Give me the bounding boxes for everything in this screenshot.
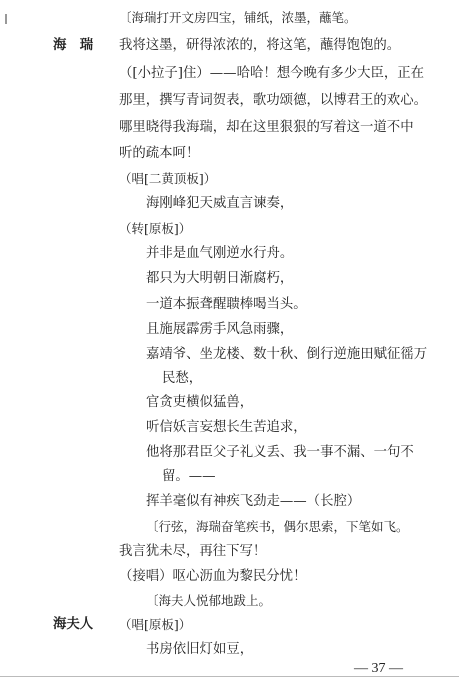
dialogue-line: 我将这墨，研得浓浓的，将这笔，蘸得饱饱的。 xyxy=(119,38,401,53)
lyric-line: 留。—— xyxy=(162,469,216,484)
footer-rule xyxy=(0,676,459,677)
lyric-line: 一道本振聋醒聩棒喝当头。 xyxy=(146,297,307,312)
speaker-madam-hai: 海夫人 xyxy=(53,617,94,632)
lyric-line: 并非是血气刚逆水行舟。 xyxy=(146,246,294,261)
lyric-line: 他将那君臣父子礼义丢、我一事不漏、一句不 xyxy=(146,445,414,460)
lyric-line: 官贪吏横似猛兽， xyxy=(146,395,254,410)
stage-direction: 〔海瑞打开文房四宝，铺纸，浓墨，蘸笔。 xyxy=(119,10,357,25)
aria-cue: （转[原板]） xyxy=(119,221,192,236)
dialogue-line: （接唱）呕心沥血为黎民分忧！ xyxy=(119,569,307,584)
dialogue-line: （[小拉子]住）——哈哈！想今晚有多少大臣，正在 xyxy=(119,66,425,81)
page-number: — 37 — xyxy=(354,661,403,676)
lyric-line: 都只为大明朝日渐腐朽， xyxy=(146,271,294,286)
dialogue-line: 哪里晓得我海瑞，却在这里狠狠的写着这一道不中 xyxy=(119,120,414,135)
lyric-line: 民愁， xyxy=(162,371,203,386)
aria-cue: （唱[二黄顶板]） xyxy=(119,171,217,186)
aria-cue: （唱[原板]） xyxy=(119,617,192,632)
lyric-line: 嘉靖爷、坐龙楼、数十秋、倒行逆施田赋征徭万 xyxy=(146,347,428,362)
lyric-line: 书房依旧灯如豆， xyxy=(146,642,254,657)
stage-direction: 〔行弦，海瑞奋笔疾书，偶尔思索，下笔如飞。 xyxy=(146,519,409,534)
lyric-line: 挥羊毫似有神疾飞劲走——（长腔） xyxy=(146,494,361,509)
lyric-line: 海刚峰犯天威直言谏奏， xyxy=(146,196,294,211)
margin-mark xyxy=(5,14,7,24)
stage-direction: 〔海夫人悦郁地跋上。 xyxy=(146,593,272,608)
dialogue-line: 那里，撰写青词贺表，歌功颂德，以博君王的欢心。 xyxy=(119,93,427,108)
dialogue-line: 我言犹未尽，再往下写！ xyxy=(119,544,267,559)
lyric-line: 听信妖言妄想长生苦追求， xyxy=(146,420,307,435)
speaker-hai-rui: 海 瑞 xyxy=(53,38,94,53)
dialogue-line: 听的疏本呵！ xyxy=(119,146,200,161)
lyric-line: 且施展霹雳手风急雨骤， xyxy=(146,322,294,337)
